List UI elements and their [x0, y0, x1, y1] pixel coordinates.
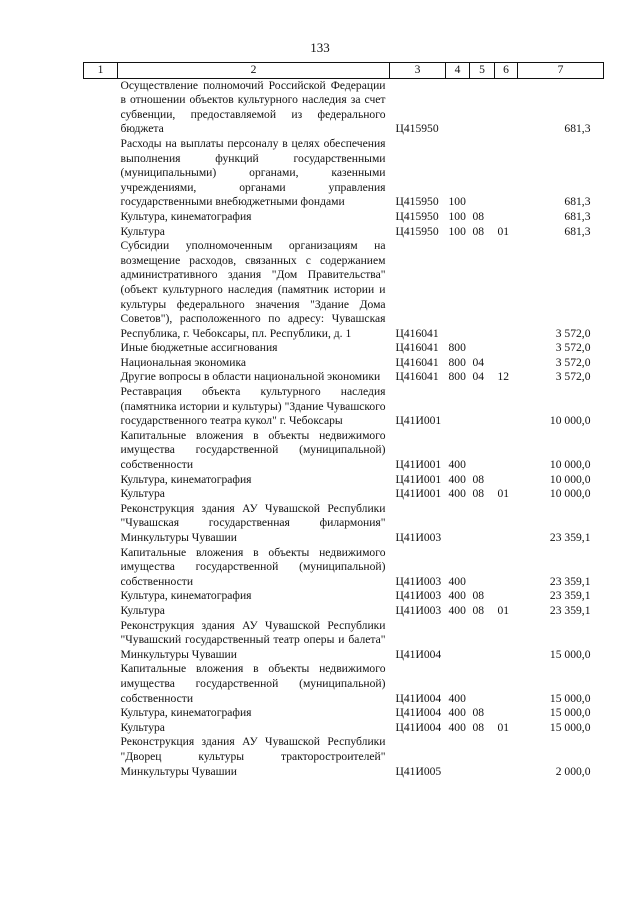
row-number-cell [84, 356, 118, 371]
section-cell: 08 [472, 209, 485, 223]
expense-type-cell [446, 78, 470, 137]
table-row [84, 370, 604, 385]
page-number: 133 [310, 40, 330, 55]
subsection-cell: 01 [497, 720, 510, 734]
table-row [84, 137, 604, 210]
item-name-cell: Культура, кинематография [120, 589, 252, 603]
amount-cell: 15 000,0 [549, 647, 591, 661]
expense-type-cell [446, 239, 470, 341]
item-name-cell: Национальная экономика [120, 355, 247, 369]
amount-cell: 15 000,0 [549, 706, 591, 720]
subsection-cell [495, 662, 518, 706]
row-number-cell [84, 341, 118, 356]
amount-cell: 681,3 [564, 224, 591, 238]
row-number-cell [84, 239, 118, 341]
table-row [84, 225, 604, 240]
target-article-cell: Ц415950 [395, 195, 439, 209]
expense-type-cell: 400 [448, 574, 466, 588]
section-cell: 08 [472, 706, 485, 720]
row-number-cell [84, 78, 118, 137]
item-name-cell: Осуществление полномочий Российской Федерации в отношении объектов культурного наследия за счет субвенции, предоставляемой из федерального бюджета [120, 78, 386, 136]
section-cell [470, 385, 495, 429]
section-cell: 04 [472, 370, 485, 384]
table-row [84, 721, 604, 736]
item-name-cell: Реконструкция здания АУ Чувашской Республики "Дворец культуры тракторостроителей" Минкультуры Чувашии [120, 735, 386, 778]
row-number-cell [84, 225, 118, 240]
subsection-cell: 01 [497, 224, 510, 238]
budget-table [83, 62, 604, 779]
item-name-cell: Иные бюджетные ассигнования [120, 341, 278, 355]
subsection-cell [495, 502, 518, 546]
item-name-cell: Расходы на выплаты персоналу в целях обеспечения выполнения функций государственными (муниципальными) органами, казенными учреждениями, органами управления государственными внебюджетными фондами [120, 136, 386, 209]
target-article-cell: Ц41И001 [395, 414, 442, 428]
amount-cell: 15 000,0 [549, 720, 591, 734]
expense-type-cell: 400 [448, 487, 466, 501]
expense-type-cell: 800 [448, 355, 466, 369]
target-article-cell: Ц416041 [395, 326, 439, 340]
item-name-cell: Культура, кинематография [120, 472, 252, 486]
section-cell: 08 [472, 472, 485, 486]
expense-type-cell: 100 [448, 224, 466, 238]
row-number-cell [84, 429, 118, 473]
table-row [84, 473, 604, 488]
amount-cell: 23 359,1 [549, 531, 591, 544]
expense-type-cell: 800 [448, 341, 466, 355]
row-number-cell [84, 502, 118, 546]
table-row [84, 735, 604, 779]
column-header-5: 5 [470, 63, 495, 79]
column-header-4: 4 [446, 63, 470, 79]
subsection-cell [495, 137, 518, 210]
column-header-3: 3 [390, 63, 446, 79]
section-cell: 08 [472, 720, 485, 734]
section-cell [470, 78, 495, 137]
subsection-cell [495, 239, 518, 341]
subsection-cell [495, 473, 518, 488]
row-number-cell [84, 137, 118, 210]
row-number-cell [84, 735, 118, 779]
item-name-cell: Реконструкция здания АУ Чувашской Республики "Чувашская государственная филармония" Минкультуры Чувашии [120, 501, 386, 544]
target-article-cell: Ц41И001 [395, 458, 442, 472]
amount-cell: 23 359,1 [549, 589, 591, 603]
table-row [84, 619, 604, 663]
amount-cell: 15 000,0 [549, 691, 591, 705]
expense-type-cell: 400 [448, 691, 466, 705]
section-cell [470, 619, 495, 663]
column-header-6: 6 [495, 63, 518, 79]
subsection-cell: 01 [497, 603, 510, 617]
target-article-cell: Ц415950 [395, 224, 439, 238]
section-cell [470, 341, 495, 356]
column-header-1: 1 [84, 63, 118, 79]
table-row [84, 239, 604, 341]
amount-cell: 681,3 [564, 122, 591, 136]
table-row [84, 341, 604, 356]
target-article-cell: Ц41И003 [395, 589, 442, 603]
amount-cell: 3 572,0 [555, 326, 591, 340]
amount-cell: 2 000,0 [555, 764, 591, 778]
table-row [84, 706, 604, 721]
section-cell: 08 [472, 487, 485, 501]
item-name-cell: Субсидии уполномоченным организациям на возмещение расходов, связанных с содержанием административного здания "Дом Правительства" (объект культурного наследия (памятник истории и культуры федерального значения "Здание Дома Советов"), расположенного по адресу: Чувашская Республика, г. Чебоксары, пл. Республики, д. 1 [120, 239, 386, 340]
subsection-cell: 12 [497, 370, 510, 384]
section-cell: 08 [472, 224, 485, 238]
expense-type-cell: 400 [448, 589, 466, 603]
item-name-cell: Другие вопросы в области национальной экономики [120, 370, 381, 384]
table-row [84, 356, 604, 371]
item-name-cell: Капитальные вложения в объекты недвижимого имущества государственной (муниципальной) собственности [120, 545, 386, 588]
row-number-cell [84, 604, 118, 619]
column-header-7: 7 [518, 63, 604, 79]
row-number-cell [84, 619, 118, 663]
expense-type-cell: 400 [448, 458, 466, 472]
subsection-cell [495, 210, 518, 225]
row-number-cell [84, 662, 118, 706]
table-row [84, 589, 604, 604]
row-number-cell [84, 370, 118, 385]
expense-type-cell [446, 735, 470, 779]
table-row [84, 210, 604, 225]
target-article-cell: Ц416041 [395, 355, 439, 369]
expense-type-cell: 100 [448, 195, 466, 209]
subsection-cell [495, 589, 518, 604]
subsection-cell: 01 [497, 487, 510, 501]
amount-cell: 23 359,1 [549, 574, 591, 588]
amount-cell: 3 572,0 [555, 370, 591, 384]
target-article-cell: Ц41И004 [395, 647, 442, 661]
subsection-cell [495, 706, 518, 721]
target-article-cell: Ц415950 [395, 209, 439, 223]
subsection-cell [495, 356, 518, 371]
amount-cell: 3 572,0 [555, 341, 591, 355]
section-cell [470, 502, 495, 546]
expense-type-cell: 400 [448, 472, 466, 486]
table-row [84, 78, 604, 137]
row-number-cell [84, 385, 118, 429]
row-number-cell [84, 546, 118, 590]
amount-cell: 3 572,0 [555, 355, 591, 369]
amount-cell: 10 000,0 [549, 414, 591, 428]
target-article-cell: Ц41И004 [395, 720, 442, 734]
item-name-cell: Культура [120, 487, 165, 501]
expense-type-cell: 400 [448, 720, 466, 734]
expense-type-cell [446, 619, 470, 663]
amount-cell: 10 000,0 [549, 458, 591, 472]
subsection-cell [495, 546, 518, 590]
section-cell [470, 546, 495, 590]
target-article-cell: Ц41И004 [395, 691, 442, 705]
item-name-cell: Культура [120, 720, 165, 734]
target-article-cell: Ц41И003 [395, 574, 442, 588]
item-name-cell: Реконструкция здания АУ Чувашской Республики "Чувашский государственный театр оперы и балета" Минкультуры Чувашии [120, 618, 386, 661]
expense-type-cell [446, 385, 470, 429]
target-article-cell: Ц415950 [395, 122, 439, 136]
target-article-cell: Ц41И001 [395, 472, 442, 486]
table-row [84, 502, 604, 546]
expense-type-cell: 800 [448, 370, 466, 384]
item-name-cell: Капитальные вложения в объекты недвижимого имущества государственной (муниципальной) собственности [120, 662, 386, 705]
item-name-cell: Реставрация объекта культурного наследия (памятника истории и культуры) "Здание Чувашского государственного театра кукол" г. Чебоксары [120, 385, 386, 428]
section-cell [470, 137, 495, 210]
section-cell: 08 [472, 589, 485, 603]
subsection-cell [495, 341, 518, 356]
item-name-cell: Культура [120, 603, 165, 617]
section-cell [470, 662, 495, 706]
subsection-cell [495, 429, 518, 473]
amount-cell: 681,3 [564, 195, 591, 209]
row-number-cell [84, 589, 118, 604]
expense-type-cell: 400 [448, 603, 466, 617]
section-cell [470, 429, 495, 473]
row-number-cell [84, 721, 118, 736]
table-row [84, 385, 604, 429]
subsection-cell [495, 619, 518, 663]
item-name-cell: Культура, кинематография [120, 209, 252, 223]
table-body [84, 78, 604, 779]
amount-cell: 681,3 [564, 209, 591, 223]
subsection-cell [495, 735, 518, 779]
target-article-cell: Ц41И005 [395, 764, 442, 778]
row-number-cell [84, 210, 118, 225]
target-article-cell: Ц41И003 [395, 603, 442, 617]
item-name-cell: Культура [120, 224, 165, 238]
amount-cell: 10 000,0 [549, 487, 591, 501]
subsection-cell [495, 78, 518, 137]
header-row [84, 63, 604, 79]
table-row [84, 429, 604, 473]
amount-cell: 23 359,1 [549, 603, 591, 617]
table-row [84, 662, 604, 706]
expense-type-cell [446, 502, 470, 546]
section-cell: 08 [472, 603, 485, 617]
row-number-cell [84, 706, 118, 721]
item-name-cell: Капитальные вложения в объекты недвижимого имущества государственной (муниципальной) собственности [120, 428, 386, 472]
target-article-cell: Ц41И003 [395, 531, 442, 544]
section-cell: 04 [472, 355, 485, 369]
row-number-cell [84, 473, 118, 488]
target-article-cell: Ц41И004 [395, 706, 442, 720]
section-cell [470, 735, 495, 779]
table-header [84, 63, 604, 79]
section-cell [470, 239, 495, 341]
target-article-cell: Ц416041 [395, 370, 439, 384]
item-name-cell: Культура, кинематография [120, 706, 252, 720]
amount-cell: 10 000,0 [549, 472, 591, 486]
expense-type-cell: 400 [448, 706, 466, 720]
target-article-cell: Ц416041 [395, 341, 439, 355]
row-number-cell [84, 487, 118, 502]
expense-type-cell: 100 [448, 209, 466, 223]
table-row [84, 604, 604, 619]
target-article-cell: Ц41И001 [395, 487, 442, 501]
table-row [84, 546, 604, 590]
table-row [84, 487, 604, 502]
subsection-cell [495, 385, 518, 429]
column-header-2: 2 [118, 63, 390, 79]
